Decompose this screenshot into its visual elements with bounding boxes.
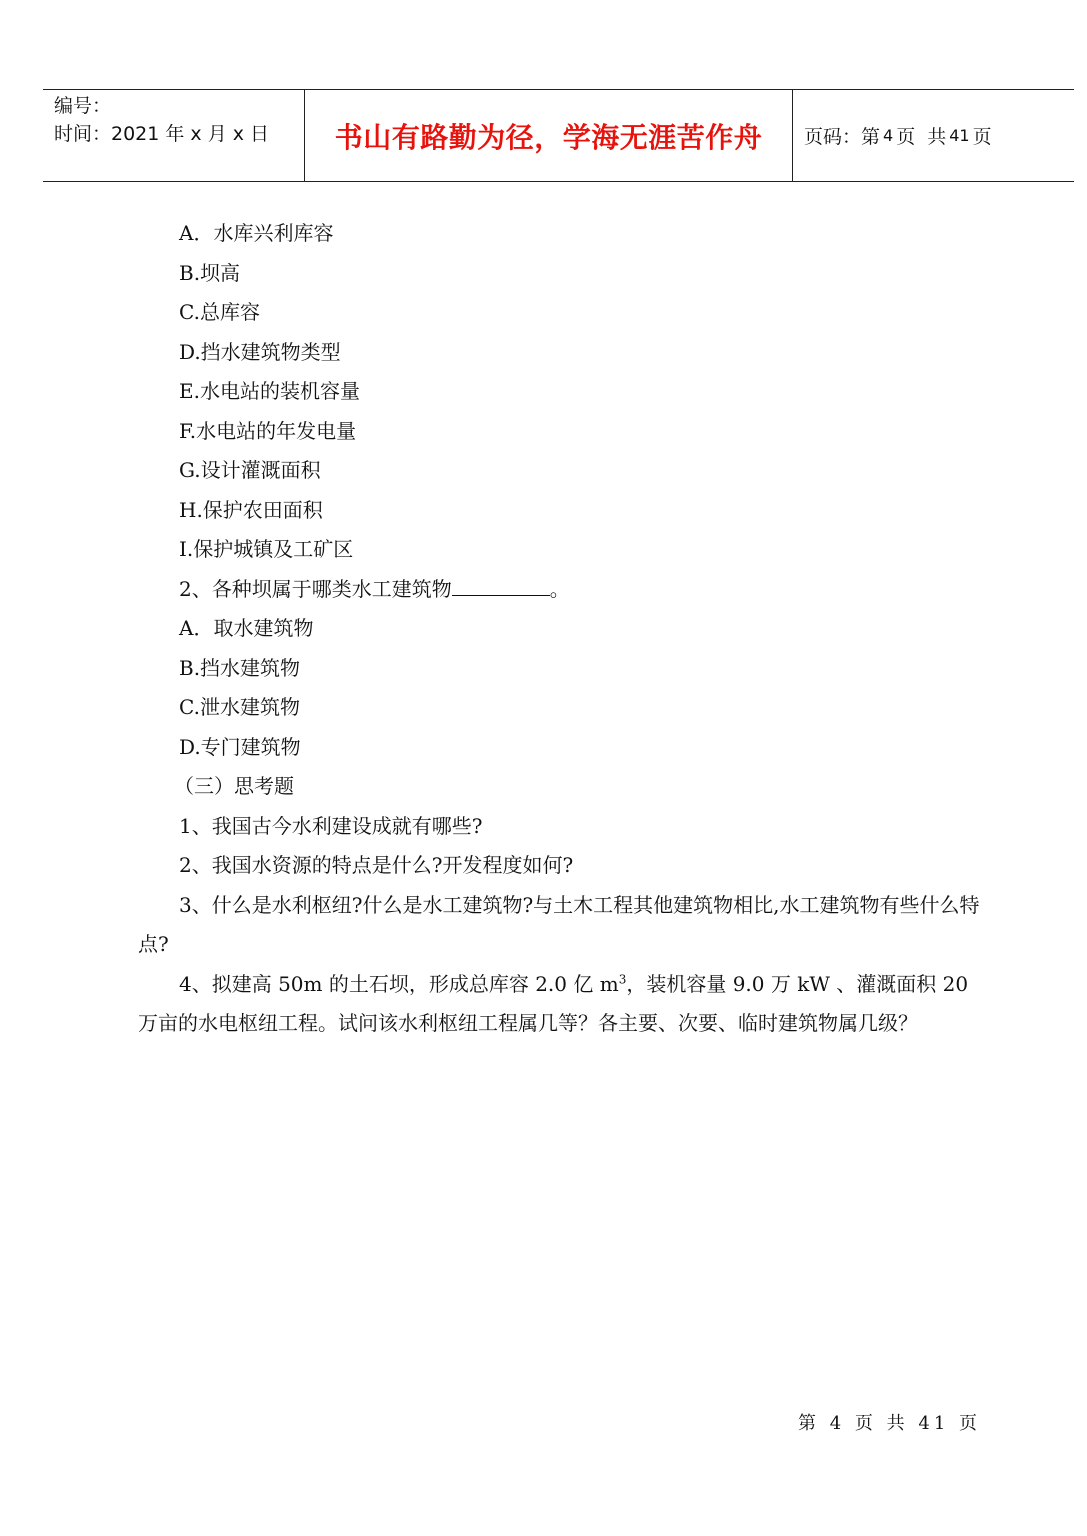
q4-part2: ，装机容量 9.0 万 kW 、灌溉面积 20 万亩的水电枢纽工程。试问该水利枢纽工程属几等？各主要、次要、临时建筑物属几级？ xyxy=(138,971,969,1035)
option-line: G.设计灌溉面积 xyxy=(179,458,321,482)
option-line: C.泄水建筑物 xyxy=(179,695,300,719)
question-2 xyxy=(138,570,986,610)
option-line: A．取水建筑物 xyxy=(179,616,314,640)
option-line: F.水电站的年发电量 xyxy=(179,418,357,443)
option-line: B.坝高 xyxy=(179,260,241,285)
page-prefix: 页码：第 xyxy=(804,126,881,148)
page-current: 4 xyxy=(883,126,894,145)
date-label: 时间：2021 年 x 月 x 日 xyxy=(54,123,270,145)
header-page-cell xyxy=(793,90,1074,181)
option-line: B.挡水建筑物 xyxy=(179,655,301,680)
option-line: D.专门建筑物 xyxy=(179,734,301,759)
q4-part1: 4、拟建高 50m 的土石坝，形成总库容 2.0 亿 m xyxy=(179,971,619,996)
option-line: A．水库兴利库容 xyxy=(179,221,334,245)
header-middle-cell xyxy=(305,90,793,181)
question-2-text: 2、各种坝属于哪类水工建筑物 xyxy=(179,576,452,601)
option-line: D.挡水建筑物类型 xyxy=(179,339,341,364)
page-total-prefix: 共 xyxy=(927,126,947,148)
serial-number-label: 编号： xyxy=(54,95,112,117)
page-total: 41 xyxy=(949,126,970,145)
page-footer: 第 4 页 共 41 页 xyxy=(798,1413,981,1434)
section-title: （三）思考题 xyxy=(174,774,294,798)
option-line: I.保护城镇及工矿区 xyxy=(179,537,354,561)
thinking-question: 3、什么是水利枢纽?什么是水工建筑物?与土木工程其他建筑物相比,水工建筑物有些什么特点? xyxy=(138,892,980,956)
thinking-question-4 xyxy=(138,965,986,1044)
page-mid: 页 xyxy=(896,126,916,148)
q4-superscript: 3 xyxy=(618,971,627,986)
answer-blank xyxy=(452,573,550,596)
document-body xyxy=(138,214,986,1044)
option-line: H.保护农田面积 xyxy=(179,497,323,522)
option-line: E.水电站的装机容量 xyxy=(179,379,360,403)
question-2-end: 。 xyxy=(549,576,570,601)
thinking-question: 2、我国水资源的特点是什么?开发程度如何? xyxy=(179,853,574,877)
thinking-question: 1、我国古今水利建设成就有哪些? xyxy=(179,813,483,838)
option-line: C.总库容 xyxy=(179,300,260,324)
page-header xyxy=(43,89,1074,182)
motto-title: 书山有路勤为径，学海无涯苦作舟 xyxy=(334,120,763,154)
header-left-cell xyxy=(43,90,305,181)
page-suffix: 页 xyxy=(972,126,992,148)
